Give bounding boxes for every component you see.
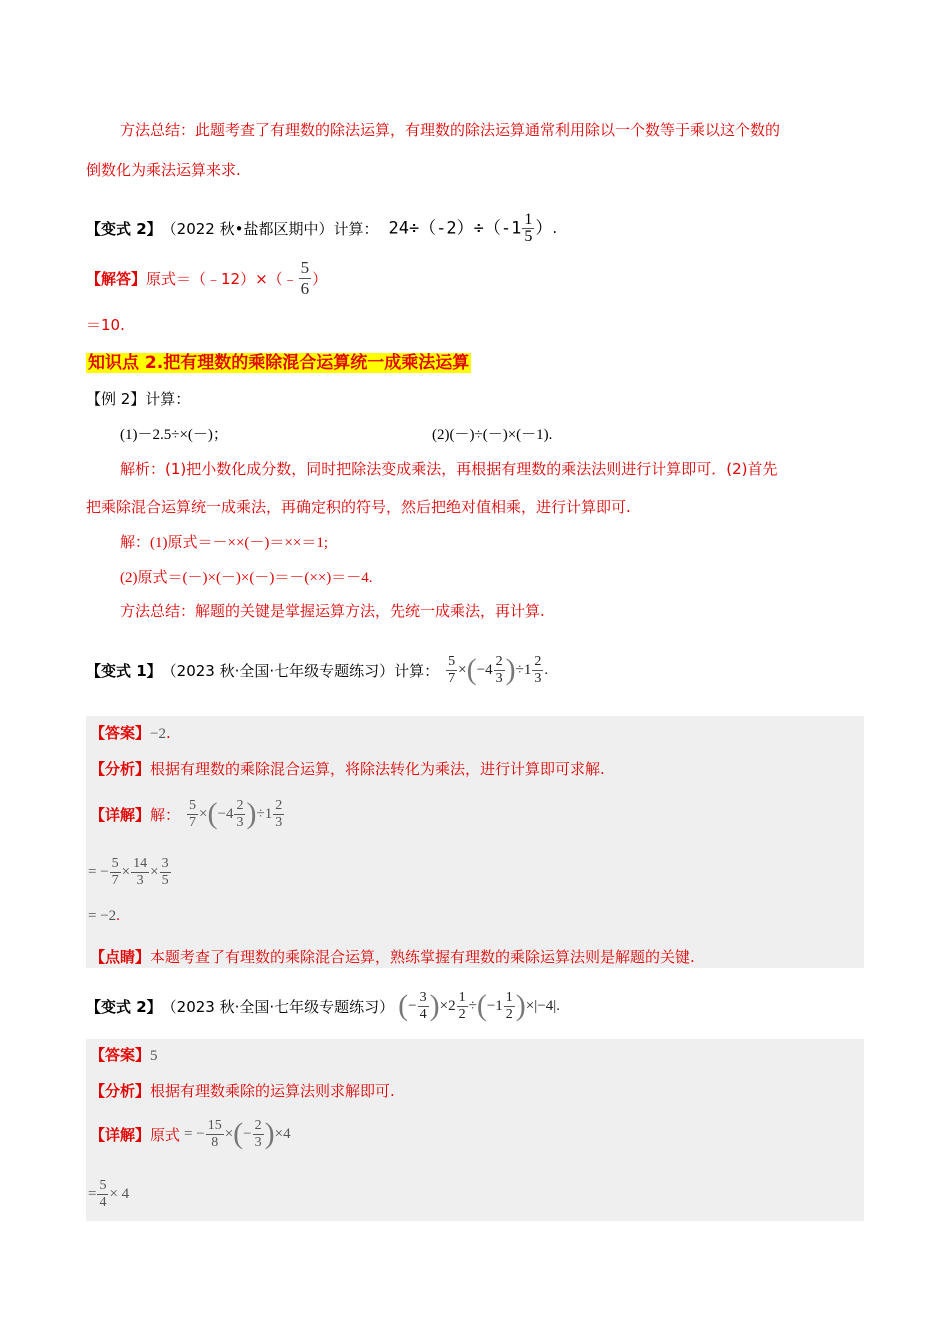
variant2b-expression: ( − $\frac{3}{4}$ ) ×2 $\frac{1}{2}$ ÷ ( −1 $\frac{1}{2}$ ) ×|−4|.: [398, 989, 560, 1022]
variant2b-analysis: 【分析】根据有理数乘除的运算法则求解即可.: [90, 1082, 395, 1100]
variant1-step3: = −2.: [88, 908, 120, 924]
variant2-expression: 24÷（-2）÷（-1 $\frac{1}{5}$ ）: [388, 210, 553, 245]
example2-q2: (2)(－)÷(－)×(－1).: [432, 427, 553, 443]
variant2-source: （2022 秋•盐都区期中）计算：: [161, 219, 379, 238]
variant2b-answer: 【答案】5: [90, 1046, 158, 1064]
answer-result: ＝10.: [86, 316, 125, 334]
example2-summary: 方法总结：解题的关键是掌握运算方法，先统一成乘法，再计算.: [120, 602, 545, 620]
variant1-solution-box: [86, 716, 864, 968]
variant1-source: （2023 秋·全国·七年级专题练习）计算：: [161, 661, 440, 680]
example2-solution2: (2)原式＝(－)×(－)×(－)＝－(××)＝－4.: [120, 570, 373, 586]
variant1-label: 【变式 1】: [86, 661, 162, 680]
variant2-question: 【变式 2】 （2022 秋•盐都区期中）计算： 24÷（-2）÷（-1 $\frac{1}{5}$ ） .: [86, 210, 558, 245]
variant1-step2: = − $\frac{5}{7}$ × $\frac{14}{3}$ × $\frac{3}{5}$: [88, 855, 169, 888]
variant1-comment: 【点睛】本题考查了有理数的乘除混合运算，熟练掌握有理数的乘除运算法则是解题的关键.: [90, 948, 695, 966]
variant2b-step: = $\frac{5}{4}$ × 4: [88, 1177, 130, 1210]
example2-label: 【例 2】计算：: [86, 390, 191, 408]
variant2b-question: [86, 982, 560, 1030]
method-summary-line2: 倒数化为乘法运算来求.: [86, 161, 241, 179]
variant2b-label: 【变式 2】: [86, 997, 162, 1016]
variant2-label: 【变式 2】: [86, 219, 162, 238]
variant2-answer: 【解答】 原式＝（﹣12）×（﹣ $\frac{5}{6}$ ）: [86, 257, 328, 298]
knowledge-point-title: 知识点 2.把有理数的乘除混合运算统一成乘法运算: [88, 353, 470, 373]
example2-analysis-line1: 解析：(1)把小数化成分数，同时把除法变成乘法，再根据有理数的乘法法则进行计算即可．(2)首先: [120, 460, 778, 478]
variant1-analysis: 【分析】根据有理数的乘除混合运算，将除法转化为乘法，进行计算即可求解.: [90, 760, 605, 778]
answer-fraction: $\frac{5}{6}$: [300, 257, 310, 298]
variant2b-source: （2023 秋·全国·七年级专题练习）: [161, 997, 395, 1016]
example2-solution1: 解：(1)原式＝－××(－)＝××＝1;: [120, 535, 328, 551]
method-summary-line1: 方法总结：此题考查了有理数的除法运算，有理数的除法运算通常利用除以一个数等于乘以这个数的: [120, 121, 781, 139]
example2-analysis-line2: 把乘除混合运算统一成乘法，再确定积的符号，然后把绝对值相乘，进行计算即可.: [86, 498, 631, 516]
variant1-expression: $\frac{5}{7}$ × ( −4 $\frac{2}{3}$ ) ÷1 $\frac{2}{3}$ .: [448, 653, 549, 686]
variant1-answer: 【答案】−2.: [90, 724, 171, 742]
variant1-question: [86, 632, 548, 708]
example2-q1: (1)－2.5÷×(－)；: [120, 427, 228, 443]
variant2b-detail: 【详解】 原式 = − $\frac{15}{8}$ × ( − $\frac{2}{3}$ ) ×4: [90, 1117, 291, 1150]
answer-label: 【解答】: [86, 269, 147, 288]
variant1-detail: 【详解】 解： $\frac{5}{7}$ × ( −4 $\frac{2}{3}$ ) ÷1 $\frac{2}{3}$: [90, 797, 283, 830]
